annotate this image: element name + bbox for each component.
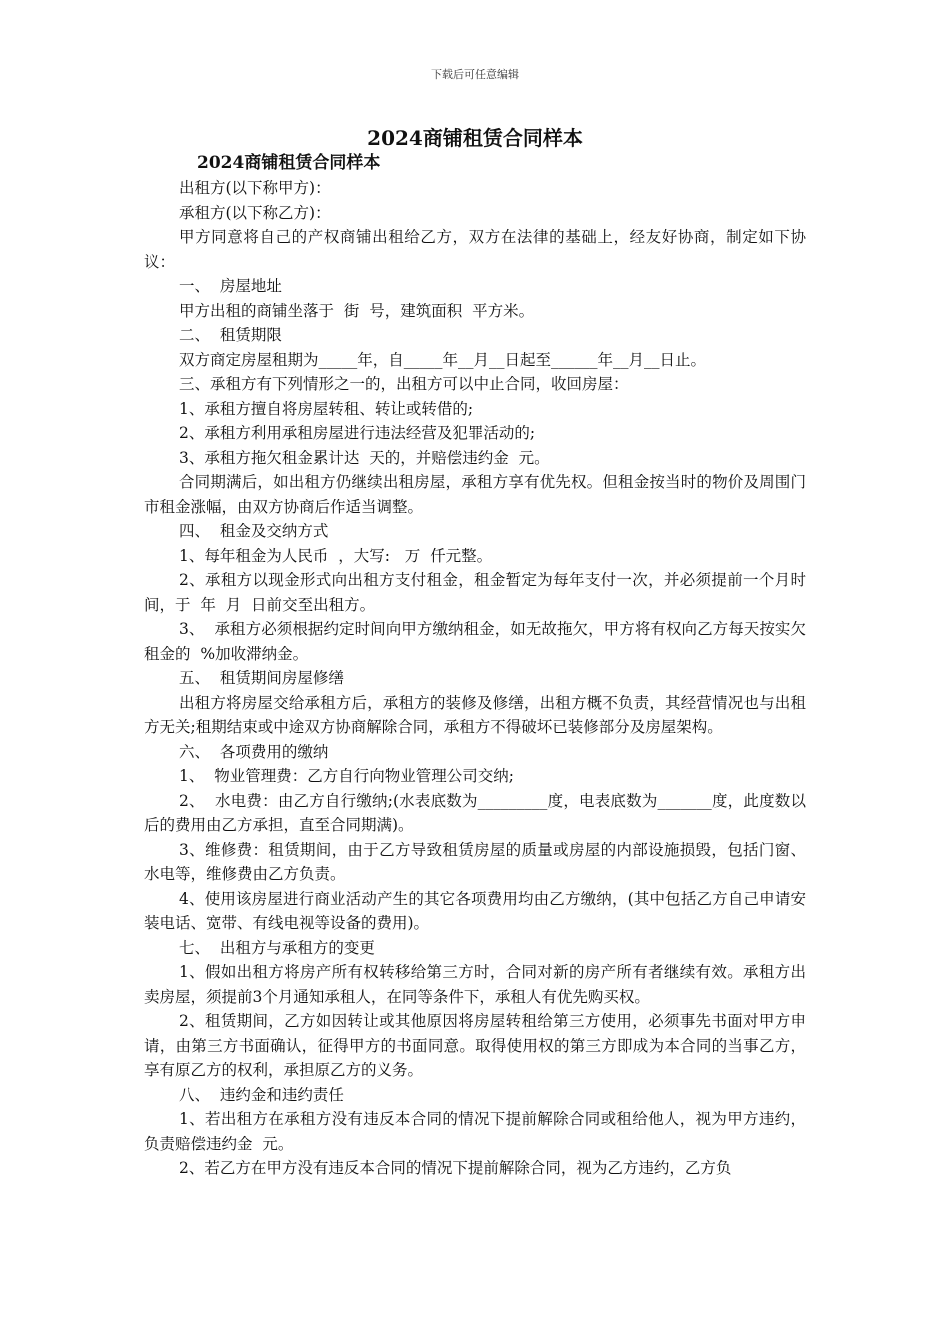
section-heading-breach: 八、 违约金和违约责任 xyxy=(179,1085,344,1104)
paragraph-term: 双方商定房屋租期为_____年，自_____年__月__日起至______年__月__日止。 xyxy=(179,350,707,369)
clause-fees-3: 3、维修费：租赁期间，由于乙方导致租赁房屋的质量或房屋的内部设施损毁，包括门窗、水电等，维修费由乙方负责。 xyxy=(144,840,806,883)
clause-rent-3: 3、 承租方必须根据约定时间向甲方缴纳租金，如无故拖欠，甲方将有权向乙方每天按实欠租金的 %加收滞纳金。 xyxy=(144,620,806,663)
paragraph-address: 甲方出租的商铺坐落于 街 号，建筑面积 平方米。 xyxy=(179,301,535,320)
clause-change-1: 1、假如出租方将房产所有权转移给第三方时，合同对新的房产所有者继续有效。承租方出卖房屋，须提前3个月通知承租人，在同等条件下，承租人有优先购买权。 xyxy=(144,963,806,1006)
clause-rent-1: 1、每年租金为人民币 ，大写: 万 仟元整。 xyxy=(179,546,493,565)
paragraph-intro: 甲方同意将自己的产权商铺出租给乙方，双方在法律的基础上，经友好协商，制定如下协议： xyxy=(144,228,806,271)
section-heading-change: 七、 出租方与承租方的变更 xyxy=(179,938,375,957)
document-subtitle: 2024商铺租赁合同样本 xyxy=(197,153,381,173)
clause-termination-3: 3、承租方拖欠租金累计达 天的，并赔偿违约金 元。 xyxy=(179,448,550,467)
clause-termination-2: 2、承租方利用承租房屋进行违法经营及犯罪活动的; xyxy=(179,424,536,442)
clause-change-2: 2、租赁期间，乙方如因转让或其他原因将房屋转租给第三方使用，必须事先书面对甲方申请，由第三方书面确认，征得甲方的书面同意。取得使用权的第三方即成为本合同的当事乙方，享有原乙方的权利，承担原乙方的义务。 xyxy=(144,1012,806,1079)
clause-fees-2: 2、 水电费：由乙方自行缴纳;(水表底数为_________度，电表底数为_______度，此度数以后的费用由乙方承担，直至合同期满)。 xyxy=(144,791,806,834)
section-heading-address: 一、 房屋地址 xyxy=(179,277,282,295)
section-heading-term: 二、 租赁期限 xyxy=(179,326,282,344)
clause-breach-1: 1、若出租方在承租方没有违反本合同的情况下提前解除合同或租给他人，视为甲方违约，负责赔偿违约金 元。 xyxy=(144,1110,806,1153)
document-title: 2024商铺租赁合同样本 xyxy=(367,126,583,150)
clause-fees-1: 1、 物业管理费：乙方自行向物业管理公司交纳; xyxy=(179,767,514,785)
clause-rent-2: 2、承租方以现金形式向出租方支付租金，租金暂定为每年支付一次，并必须提前一个月时间，于 年 月 日前交至出租方。 xyxy=(144,571,806,614)
clause-fees-4: 4、使用该房屋进行商业活动产生的其它各项费用均由乙方缴纳，(其中包括乙方自己申请安装电话、宽带、有线电视等设备的费用)。 xyxy=(144,889,806,932)
section-heading-fees: 六、 各项费用的缴纳 xyxy=(179,742,329,761)
section-heading-termination: 三、承租方有下列情形之一的，出租方可以中止合同，收回房屋： xyxy=(179,375,629,393)
section-heading-rent: 四、 租金及交纳方式 xyxy=(179,522,329,540)
header-note: 下载后可任意编辑 xyxy=(431,68,519,81)
document-body xyxy=(144,152,806,1181)
paragraph-renewal: 合同期满后，如出租方仍继续出租房屋，承租方享有优先权。但租金按当时的物价及周围门市租金涨幅，由双方协商后作适当调整。 xyxy=(144,473,806,516)
section-heading-repair: 五、 租赁期间房屋修缮 xyxy=(179,669,344,687)
paragraph-lessor: 出租方(以下称甲方)： xyxy=(179,179,331,197)
clause-breach-2: 2、若乙方在甲方没有违反本合同的情况下提前解除合同，视为乙方违约，乙方负 xyxy=(179,1159,732,1177)
clause-termination-1: 1、承租方擅自将房屋转租、转让或转借的; xyxy=(179,399,474,418)
paragraph-repair: 出租方将房屋交给承租方后，承租方的装修及修缮，出租方概不负责，其经营情况也与出租方无关;租期结束或中途双方协商解除合同，承租方不得破坏已装修部分及房屋架构。 xyxy=(144,693,806,736)
paragraph-lessee: 承租方(以下称乙方)： xyxy=(179,203,331,222)
